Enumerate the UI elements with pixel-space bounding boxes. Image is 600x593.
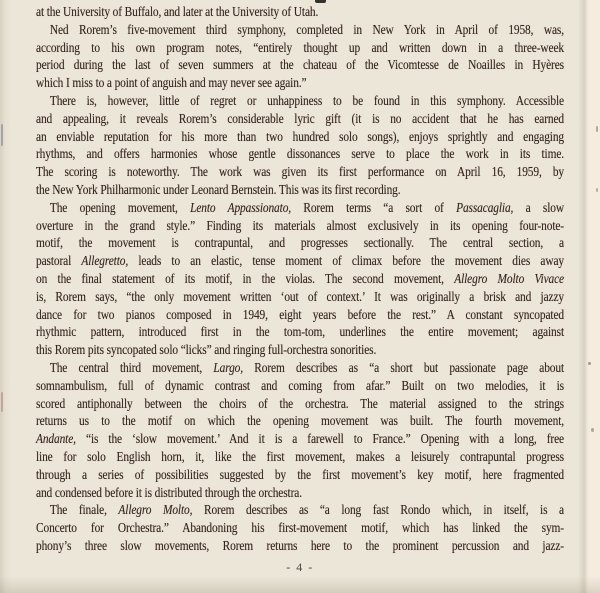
movement-title: Allegro Molto, (118, 503, 193, 519)
text-segment: scored antiphonally between the choirs of the orchestra. The material assigned to the strings (36, 396, 564, 412)
text-line (36, 271, 564, 289)
text-line (36, 40, 564, 58)
text-segment: somnambulism, full of dynamic contrast and coming from afar.” Built on two melodies, it is (36, 378, 564, 394)
text-segment: which I miss to a point of anguish and may never see again.” (36, 76, 307, 92)
text-line (36, 57, 564, 75)
text-line (36, 307, 564, 325)
text-segment: The central third movement, (49, 360, 214, 376)
text-segment: an enviable reputation for his more than two hundred solo songs), enjoys sprightly and engaging (36, 129, 564, 145)
paragraph (36, 4, 564, 22)
movement-title: Andante, (36, 432, 76, 448)
text-line (36, 431, 564, 449)
text-segment: Rorem describes as “a long fast Rondo which, in itself, is a (192, 503, 564, 519)
text-line (36, 502, 564, 520)
text-segment: rhythmic pattern, introduced first in the tom-tom, underlines the entire movement; against (36, 325, 564, 341)
text-line (36, 520, 564, 538)
text-line (36, 4, 564, 22)
text-line (36, 235, 564, 253)
text-line (36, 75, 564, 93)
text-segment: returns us to the motif on which the opening movement was built. The fourth movement, (36, 414, 564, 430)
text-line (36, 467, 564, 485)
text-segment: overture in the grand style.” Finding its materials almost exclusively in its opening four-note- (36, 218, 564, 234)
text-line (36, 378, 564, 396)
text-segment: phony’s three slow movements, Rorem returns here to the prominent percussion and jazz- (36, 538, 564, 554)
text-segment: Rorem describes as “a short but passionate page about (242, 360, 565, 376)
text-segment: at the University of Buffalo, and later at the University of Utah. (36, 5, 319, 20)
text-segment: The finale, (49, 503, 119, 519)
text-line (36, 538, 564, 556)
scan-speck (588, 362, 591, 365)
text-line (36, 449, 564, 467)
text-segment: and appealing, it reveals Rorem’s considerable lyric gift (it is no accident that he has earned (36, 111, 564, 127)
text-line (36, 396, 564, 414)
scan-mark-left-upper (1, 124, 3, 146)
text-segment: rhythms, and offers harmonies whose gentle dissonances serve to place the work in its time. (36, 147, 564, 163)
text-segment: this Rorem pits syncopated solo “licks” and ringing full-orchestra sonorities. (36, 343, 377, 359)
text-segment: and condensed before it is distributed through the orchestra. (36, 485, 302, 501)
text-segment: leads to an elastic, tense moment of climax before the movement dies away (128, 254, 564, 270)
text-line (36, 200, 564, 218)
scan-speck (596, 188, 598, 192)
paragraph (36, 93, 564, 200)
page-text (36, 4, 564, 556)
text-line (36, 324, 564, 342)
movement-title: Allegretto, (81, 254, 129, 270)
text-line (36, 485, 564, 503)
text-segment: Concerto for Orchestra.” Abandoning his first-movement motif, which has linked the sym- (36, 521, 564, 537)
movement-title: Largo, (213, 360, 243, 376)
movement-title: Lento Appassionato, (190, 200, 292, 216)
text-segment: period during the last of seven summers at the chateau of the Vicomtesse de Noailles in Hyères (36, 58, 564, 74)
text-line (36, 111, 564, 129)
text-segment: Rorem terms “a sort of (291, 200, 457, 216)
text-segment: There is, however, little of regret or unhappiness to be found in this symphony. Accessible (49, 93, 564, 109)
text-segment: The opening movement, (49, 200, 191, 216)
paragraph (36, 360, 564, 502)
text-line (36, 22, 564, 40)
page-number: - 4 - (286, 560, 314, 574)
paragraph (36, 200, 564, 360)
text-line (36, 289, 564, 307)
text-segment: is, Rorem says, “the only movement written ‘out of context.’ It was originally a brisk and jazzy (36, 289, 564, 305)
scan-mark-top-edge (315, 0, 326, 3)
text-line (36, 413, 564, 431)
text-line (36, 129, 564, 147)
scan-speck (596, 126, 598, 132)
text-line (36, 182, 564, 200)
movement-title: Passacaglia, (456, 200, 514, 216)
text-segment: on the final statement of its motif, in the violas. The second movement, (36, 271, 455, 287)
text-segment: The scoring is noteworthy. The work was given its first performance on April 16, 1959, by (36, 165, 564, 181)
text-line (36, 218, 564, 236)
text-segment: dance for two pianos composed in 1949, eight years before the rest.” A constant syncopated (36, 307, 564, 323)
text-line (36, 93, 564, 111)
movement-title: Allegro Molto Vivace (454, 271, 564, 287)
paragraph (36, 22, 564, 93)
text-segment: motif, the movement is contrapuntal, and progresses sectionally. The central section, a (36, 236, 564, 252)
text-segment: a slow (513, 200, 565, 216)
text-segment: according to his own program notes, “entirely thought up and written down in a three-week (36, 40, 564, 56)
scan-mark-left-lower (1, 392, 3, 412)
scan-speck (591, 428, 594, 432)
text-line (36, 146, 564, 164)
text-segment: the New York Philharmonic under Leonard Bernstein. This was its first recording. (36, 182, 401, 198)
text-segment: line for solo English horn, it, like the first movement, makes a leisurely contrapuntal progress (36, 449, 564, 465)
text-line (36, 342, 564, 360)
text-line (36, 253, 564, 271)
text-line (36, 164, 564, 182)
text-segment: through a series of possibilities suggested by the first movement’s key motif, here fragmented (36, 467, 564, 483)
text-segment: “is the ‘slow movement.’ And it is a farewell to France.” Opening with a long, free (75, 432, 564, 448)
paragraph (36, 502, 564, 555)
text-segment: pastoral (36, 254, 82, 270)
text-line (36, 360, 564, 378)
text-segment: Ned Rorem’s five-movement third symphony, completed in New York in April of 1958, was, (49, 22, 564, 38)
